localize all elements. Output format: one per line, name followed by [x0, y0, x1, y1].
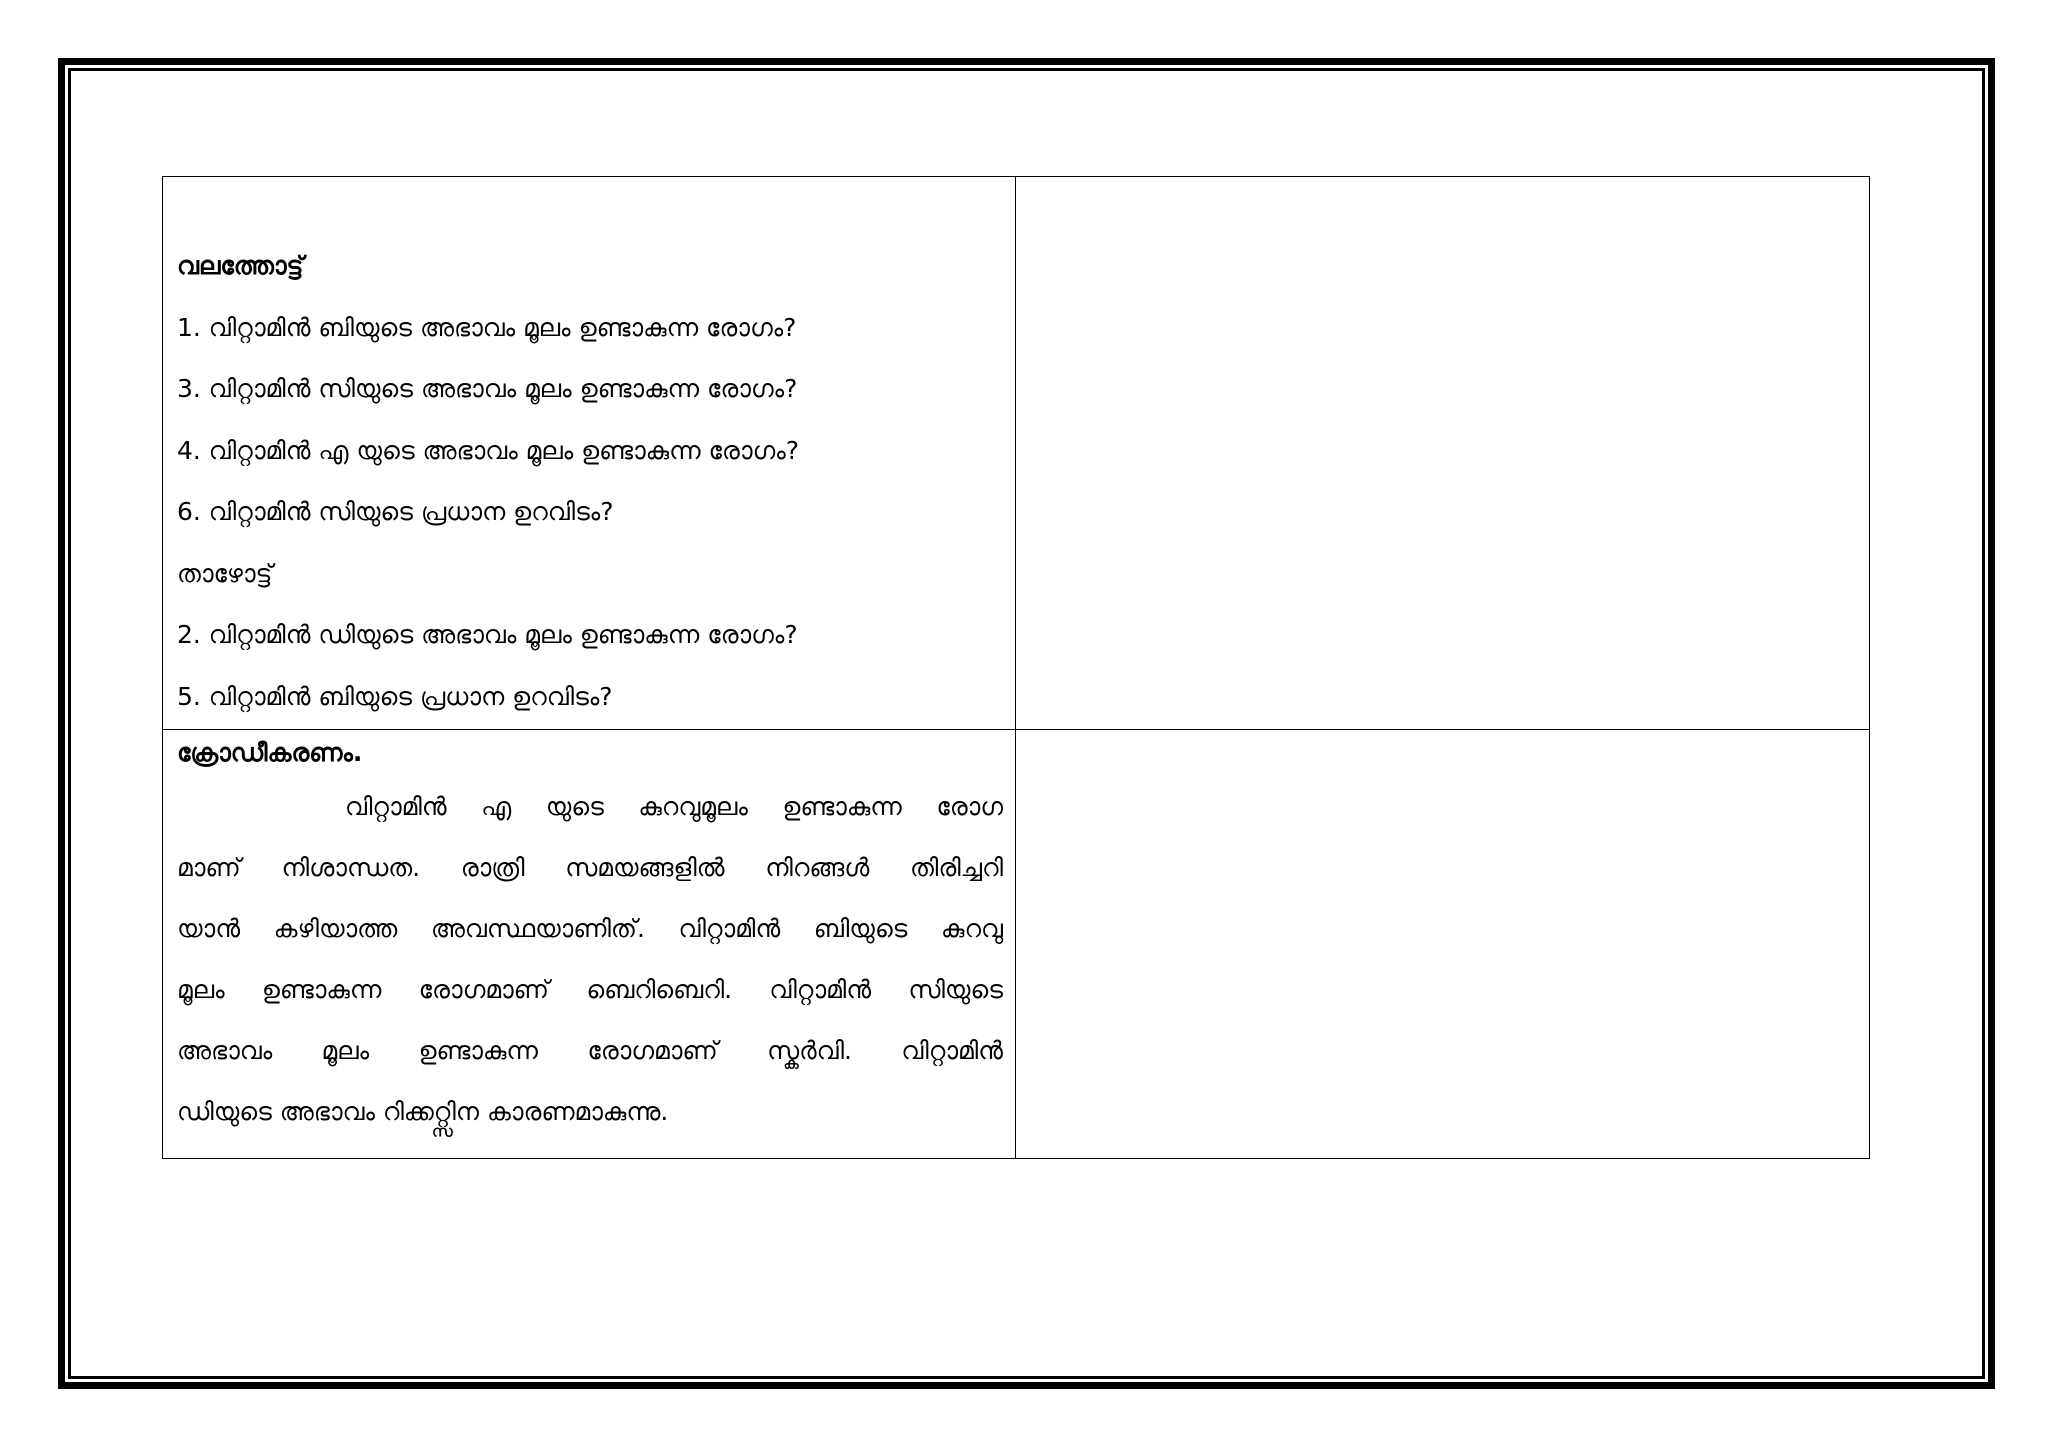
clue-item: 2. വിറ്റാമിൻ ഡിയുടെ അഭാവം മൂലം ഉണ്ടാകുന്ന രോഗം? — [177, 620, 798, 649]
summary-line: മൂലം ഉണ്ടാകുന്ന രോഗമാണ് ബെറിബെറി. വിറ്റാമിൻ സിയുടെ — [177, 975, 1003, 1004]
down-heading: താഴോട്ട് — [177, 558, 273, 588]
clue-item: 3. വിറ്റാമിൻ സിയുടെ അഭാവം മൂലം ഉണ്ടാകുന്ന രോഗം? — [177, 374, 798, 403]
summary-line: യാൻ കഴിയാത്ത അവസ്ഥയാണിത്. വിറ്റാമിൻ ബിയുടെ കുറവു — [177, 914, 1003, 943]
summary-line: മാണ് നിശാന്ധത. രാത്രി സമയങ്ങളിൽ നിറങ്ങൾ തിരിച്ചറി — [177, 853, 1003, 882]
table-row — [163, 730, 1870, 1159]
empty-cell — [1016, 730, 1870, 1159]
summary-line: അഭാവം മൂലം ഉണ്ടാകുന്ന രോഗമാണ് സ്കർവി. വിറ്റാമിൻ — [177, 1036, 1003, 1065]
table-row — [163, 177, 1870, 730]
clue-item: 6. വിറ്റാമിൻ സിയുടെ പ്രധാന ഉറവിടം? — [177, 497, 614, 526]
clue-item: 5. വിറ്റാമിൻ ബിയുടെ പ്രധാന ഉറവിടം? — [177, 681, 613, 711]
across-heading: വലത്തോട്ട് — [177, 251, 304, 280]
clue-item: 1. വിറ്റാമിൻ ബിയുടെ അഭാവം മൂലം ഉണ്ടാകുന്ന രോഗം? — [177, 312, 797, 342]
clue-item: 4. വിറ്റാമിൻ എ യുടെ അഭാവം മൂലം ഉണ്ടാകുന്ന രോഗം? — [177, 435, 799, 465]
summary-line: ഡിയുടെ അഭാവം റിക്കറ്റ്സിന കാരണമാകുന്നു. — [177, 1097, 669, 1126]
summary-heading: ക്രോഡീകരണം. — [177, 738, 363, 767]
summary-cell — [163, 730, 1016, 1159]
lesson-table — [162, 176, 1870, 1159]
empty-cell — [1016, 177, 1870, 730]
crossword-clues-cell — [163, 177, 1016, 730]
summary-line: വിറ്റാമിൻ എ യുടെ കുറവുമൂലം ഉണ്ടാകുന്ന രോഗ — [345, 792, 1003, 821]
